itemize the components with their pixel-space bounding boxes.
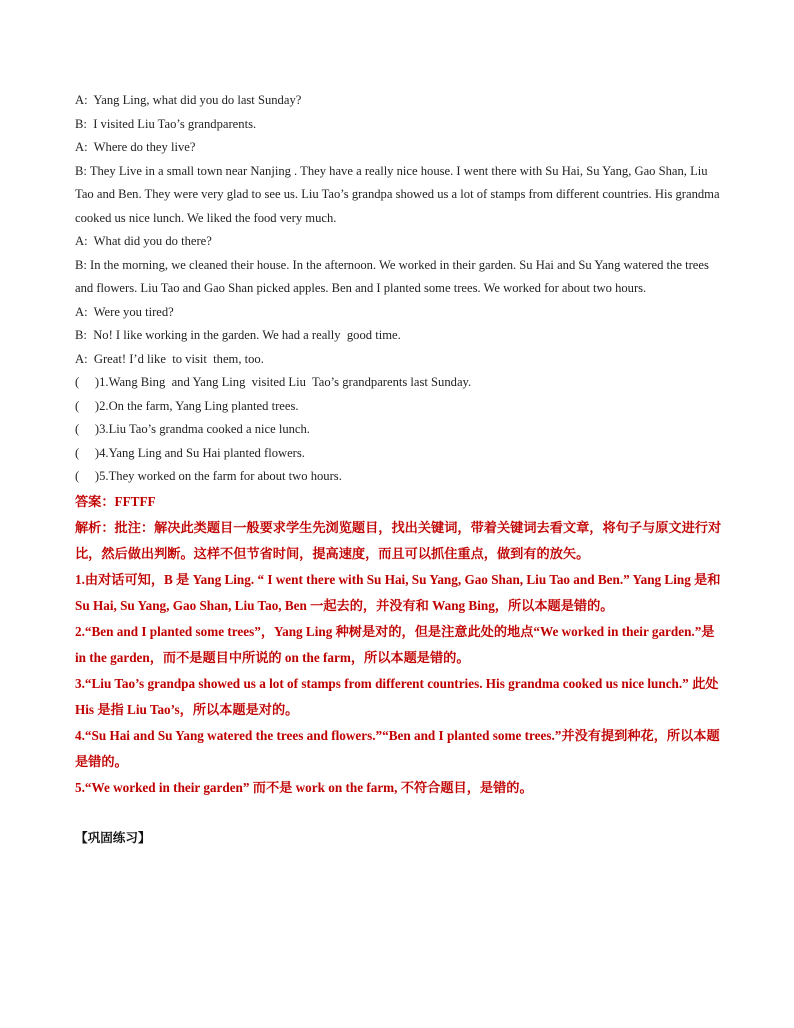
dialogue-line: B: No! I like working in the garden. We had a really good time. <box>75 328 401 342</box>
dialogue-line: A: Where do they live? <box>75 140 196 154</box>
answer-point: 4.“Su Hai and Su Yang watered the trees and flowers.”“Ben and I planted some trees.”并没有提到种花，所以本题是错的。 <box>75 727 720 769</box>
dialogue-line: A: What did you do there? <box>75 234 212 248</box>
true-false-questions <box>75 371 725 489</box>
answer-point: 5.“We worked in their garden” 而不是 work on the farm, 不符合题目，是错的。 <box>75 779 533 795</box>
dialogue-line: B: I visited Liu Tao’s grandparents. <box>75 116 257 131</box>
answer-analysis: 解析：批注：解决此类题目一般要求学生先浏览题目，找出关键词，带着关键词去看文章，将句子与原文进行对比，然后做出判断。这样不但节省时间，提高速度，而且可以抓住重点，做到有的放矢。 <box>75 519 722 561</box>
page-content <box>75 89 725 850</box>
dialogue-line: A: Were you tired? <box>75 304 174 319</box>
answer-point: 1.由对话可知，B 是 Yang Ling. “ I went there with Su Hai, Su Yang, Gao Shan, Liu Tao and Ben.” Yang Ling 是和 Su Hai, Su Yang, Gao Shan, Liu Tao, Ben 一起去的，并没有和 Wang Bing，所以本题是错的。 <box>75 571 721 613</box>
answer-key: 答案：FFTFF <box>75 493 156 509</box>
dialogue-line: A: Yang Ling, what did you do last Sunday? <box>75 93 302 107</box>
question-item: ( )1.Wang Bing and Yang Ling visited Liu Tao’s grandparents last Sunday. <box>75 375 472 389</box>
question-item: ( )4.Yang Ling and Su Hai planted flowers. <box>75 445 305 460</box>
section-heading: 【巩固练习】 <box>75 829 151 845</box>
dialogue-line: A: Great! I’d like to visit them, too. <box>75 351 264 366</box>
dialogue <box>75 89 725 371</box>
question-item: ( )2.On the farm, Yang Ling planted trees. <box>75 398 299 413</box>
question-item: ( )5.They worked on the farm for about two hours. <box>75 469 342 483</box>
answer-section <box>75 489 725 801</box>
answer-point: 3.“Liu Tao’s grandpa showed us a lot of stamps from different countries. His grandma cooked us nice lunch.” 此处 His 是指 Liu Tao’s，所以本题是对的。 <box>75 675 719 717</box>
question-item: ( )3.Liu Tao’s grandma cooked a nice lunch. <box>75 422 310 436</box>
dialogue-line: B: In the morning, we cleaned their house. In the afternoon. We worked in their garden. Su Hai and Su Yang watered the trees and flowers. Liu Tao and Gao Shan picked apples. Ben and I planted some trees. We worked for about two hours. <box>75 257 709 295</box>
dialogue-line: B: They Live in a small town near Nanjing . They have a really nice house. I went there with Su Hai, Su Yang, Gao Shan, Liu Tao and Ben. They were very glad to see us. Liu Tao’s grandpa showed us a lot of stamps from different countries. His grandma cooked us nice lunch. We liked the food very much. <box>75 163 720 225</box>
answer-point: 2.“Ben and I planted some trees”，Yang Ling 种树是对的，但是注意此处的地点“We worked in their garden.”是 in the garden，而不是题目中所说的 on the farm，所以本题是错的。 <box>75 623 715 665</box>
